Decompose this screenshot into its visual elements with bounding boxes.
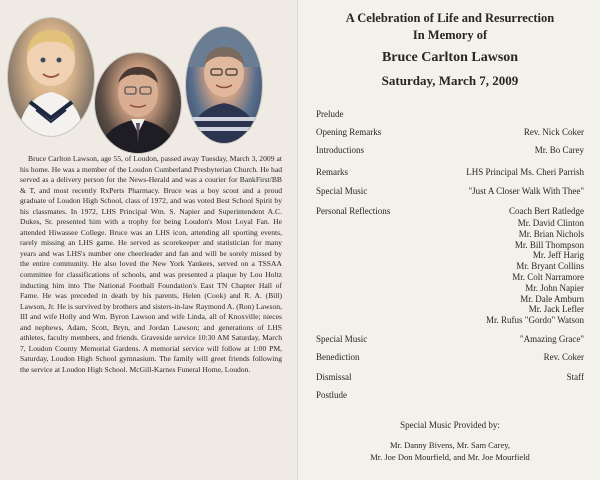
- reflection-speaker: Mr. Dale Amburn: [520, 293, 584, 304]
- special-music-performers: Mr. Joe Don Mourfield, and Mr. Joe Mourfield: [370, 452, 530, 462]
- program-value: "Just A Closer Walk With Thee": [468, 186, 584, 196]
- program-row: [316, 370, 584, 384]
- service-date: Saturday, March 7, 2009: [381, 73, 519, 88]
- program-label: Dismissal: [316, 372, 352, 382]
- program-row: [316, 125, 584, 139]
- program-row: [316, 165, 584, 179]
- program-value: "Amazing Grace": [519, 334, 584, 344]
- reflection-speaker: Mr. Bill Thompson: [514, 239, 584, 250]
- program-value: Rev. Nick Coker: [523, 127, 584, 137]
- special-music-heading: Special Music Provided by:: [400, 420, 500, 430]
- program-row: [316, 332, 584, 346]
- program-label: Opening Remarks: [316, 127, 382, 137]
- reflection-speaker: Mr. John Napier: [525, 282, 584, 293]
- program-label: Prelude: [316, 109, 344, 119]
- special-music-performers: Mr. Danny Bivens, Mr. Sam Carey,: [389, 440, 511, 450]
- program-label: Postlude: [316, 390, 348, 400]
- reflection-speaker: Mr. Brian Nichols: [518, 228, 584, 239]
- reflection-speaker: Mr. Jack Lefler: [528, 304, 584, 315]
- reflection-speaker: Mr. Jeff Harig: [532, 250, 584, 261]
- program-value: Mr. Bo Carey: [534, 145, 584, 155]
- obituary-text: Bruce Carlton Lawson, age 55, of Loudon, passed away Tuesday, March 3, 2009 at his home. He was a member of the Loudon Cumberland Presbyterian Church. He had served as a delivery person for the News-Herald and was a courier for BankFirst/BB & T, and most recently RxPerts Pharmacy. Bruce was a boy scout and a proud graduate of Loudon High School, class of 1972, and was voted Best School Spirit by his classmates. In 1972, LHS Principal Wm. S. Napier and Superintendent A.C. Dukes, Sr. presented him with a trophy for being Loudon's Most Loyal Fan. He attended Hiwassee College. Bruce was an LHS icon, attending all sporting events, rarely missing an LHS game. He served as scorekeeper and statistician for many years and was LHS's number one cheerleader and fan and will be sorely missed by the entire community. He also loved the New York Yankees, served on a TSSAA committee for classifications of schools, and was presented a plaque by Lou Holtz inducting him into The National Football Foundation's East TN Chapter Hall of Fame. He was preceded in death by his parents, Helen (Cook) and R. A. (Bill) Lawson, Jr. He is survived by brothers and sisters-in-law Raymond A. (Ron) Lawson, III and wife Holly and Wm. Byron Lawson and wife Linda, all of Knoxville; nieces and nephews, Adam, Scott, Bryn, and Jordan Lawson; and generations of LHS athletes, faculty members, and friends. Graveside service 10:30 AM Saturday, March 7, Loudon County Memorial Gardens. A memorial service will follow at 1:00 PM, Saturday, Loudon High School gymnasium. The family will greet friends following the service at Loudon High School. McGill-Karnes Funeral Home, Loudon.: [20, 154, 282, 374]
- celebration-title: A Celebration of Life and Resurrection: [345, 11, 555, 25]
- program-label: Personal Reflections: [316, 206, 391, 216]
- reflection-speaker: Mr. Bryant Collins: [516, 261, 584, 272]
- program-value: LHS Principal Ms. Cheri Parrish: [466, 167, 584, 177]
- reflection-speaker: Mr. Rufus "Gordo" Watson: [486, 315, 584, 326]
- honoree-name: Bruce Carlton Lawson: [381, 50, 519, 65]
- program-row: [316, 184, 584, 198]
- program-label: Benediction: [316, 352, 360, 362]
- program-value: Coach Bert Ratledge: [509, 206, 584, 216]
- child-photo: [8, 18, 94, 136]
- program-label: Introductions: [316, 145, 364, 155]
- portrait-photo: [95, 53, 181, 153]
- program-row: [316, 388, 584, 402]
- program-row: [316, 143, 584, 157]
- program-label: Remarks: [316, 167, 348, 177]
- program-row: [316, 204, 584, 218]
- program-value: Staff: [566, 372, 584, 382]
- program-row: [316, 350, 584, 364]
- program-value: Rev. Coker: [543, 352, 584, 362]
- program-row: [316, 107, 584, 121]
- program-label: Special Music: [316, 186, 368, 196]
- adult-photo: [186, 27, 262, 143]
- left-panel: [0, 0, 298, 480]
- reflection-speaker: Mr. Colt Narramore: [512, 271, 584, 282]
- reflection-speaker: Mr. David Clinton: [517, 218, 584, 228]
- reflections-list: [404, 218, 584, 326]
- program-label: Special Music: [316, 334, 368, 344]
- memory-subtitle: In Memory of: [412, 28, 488, 42]
